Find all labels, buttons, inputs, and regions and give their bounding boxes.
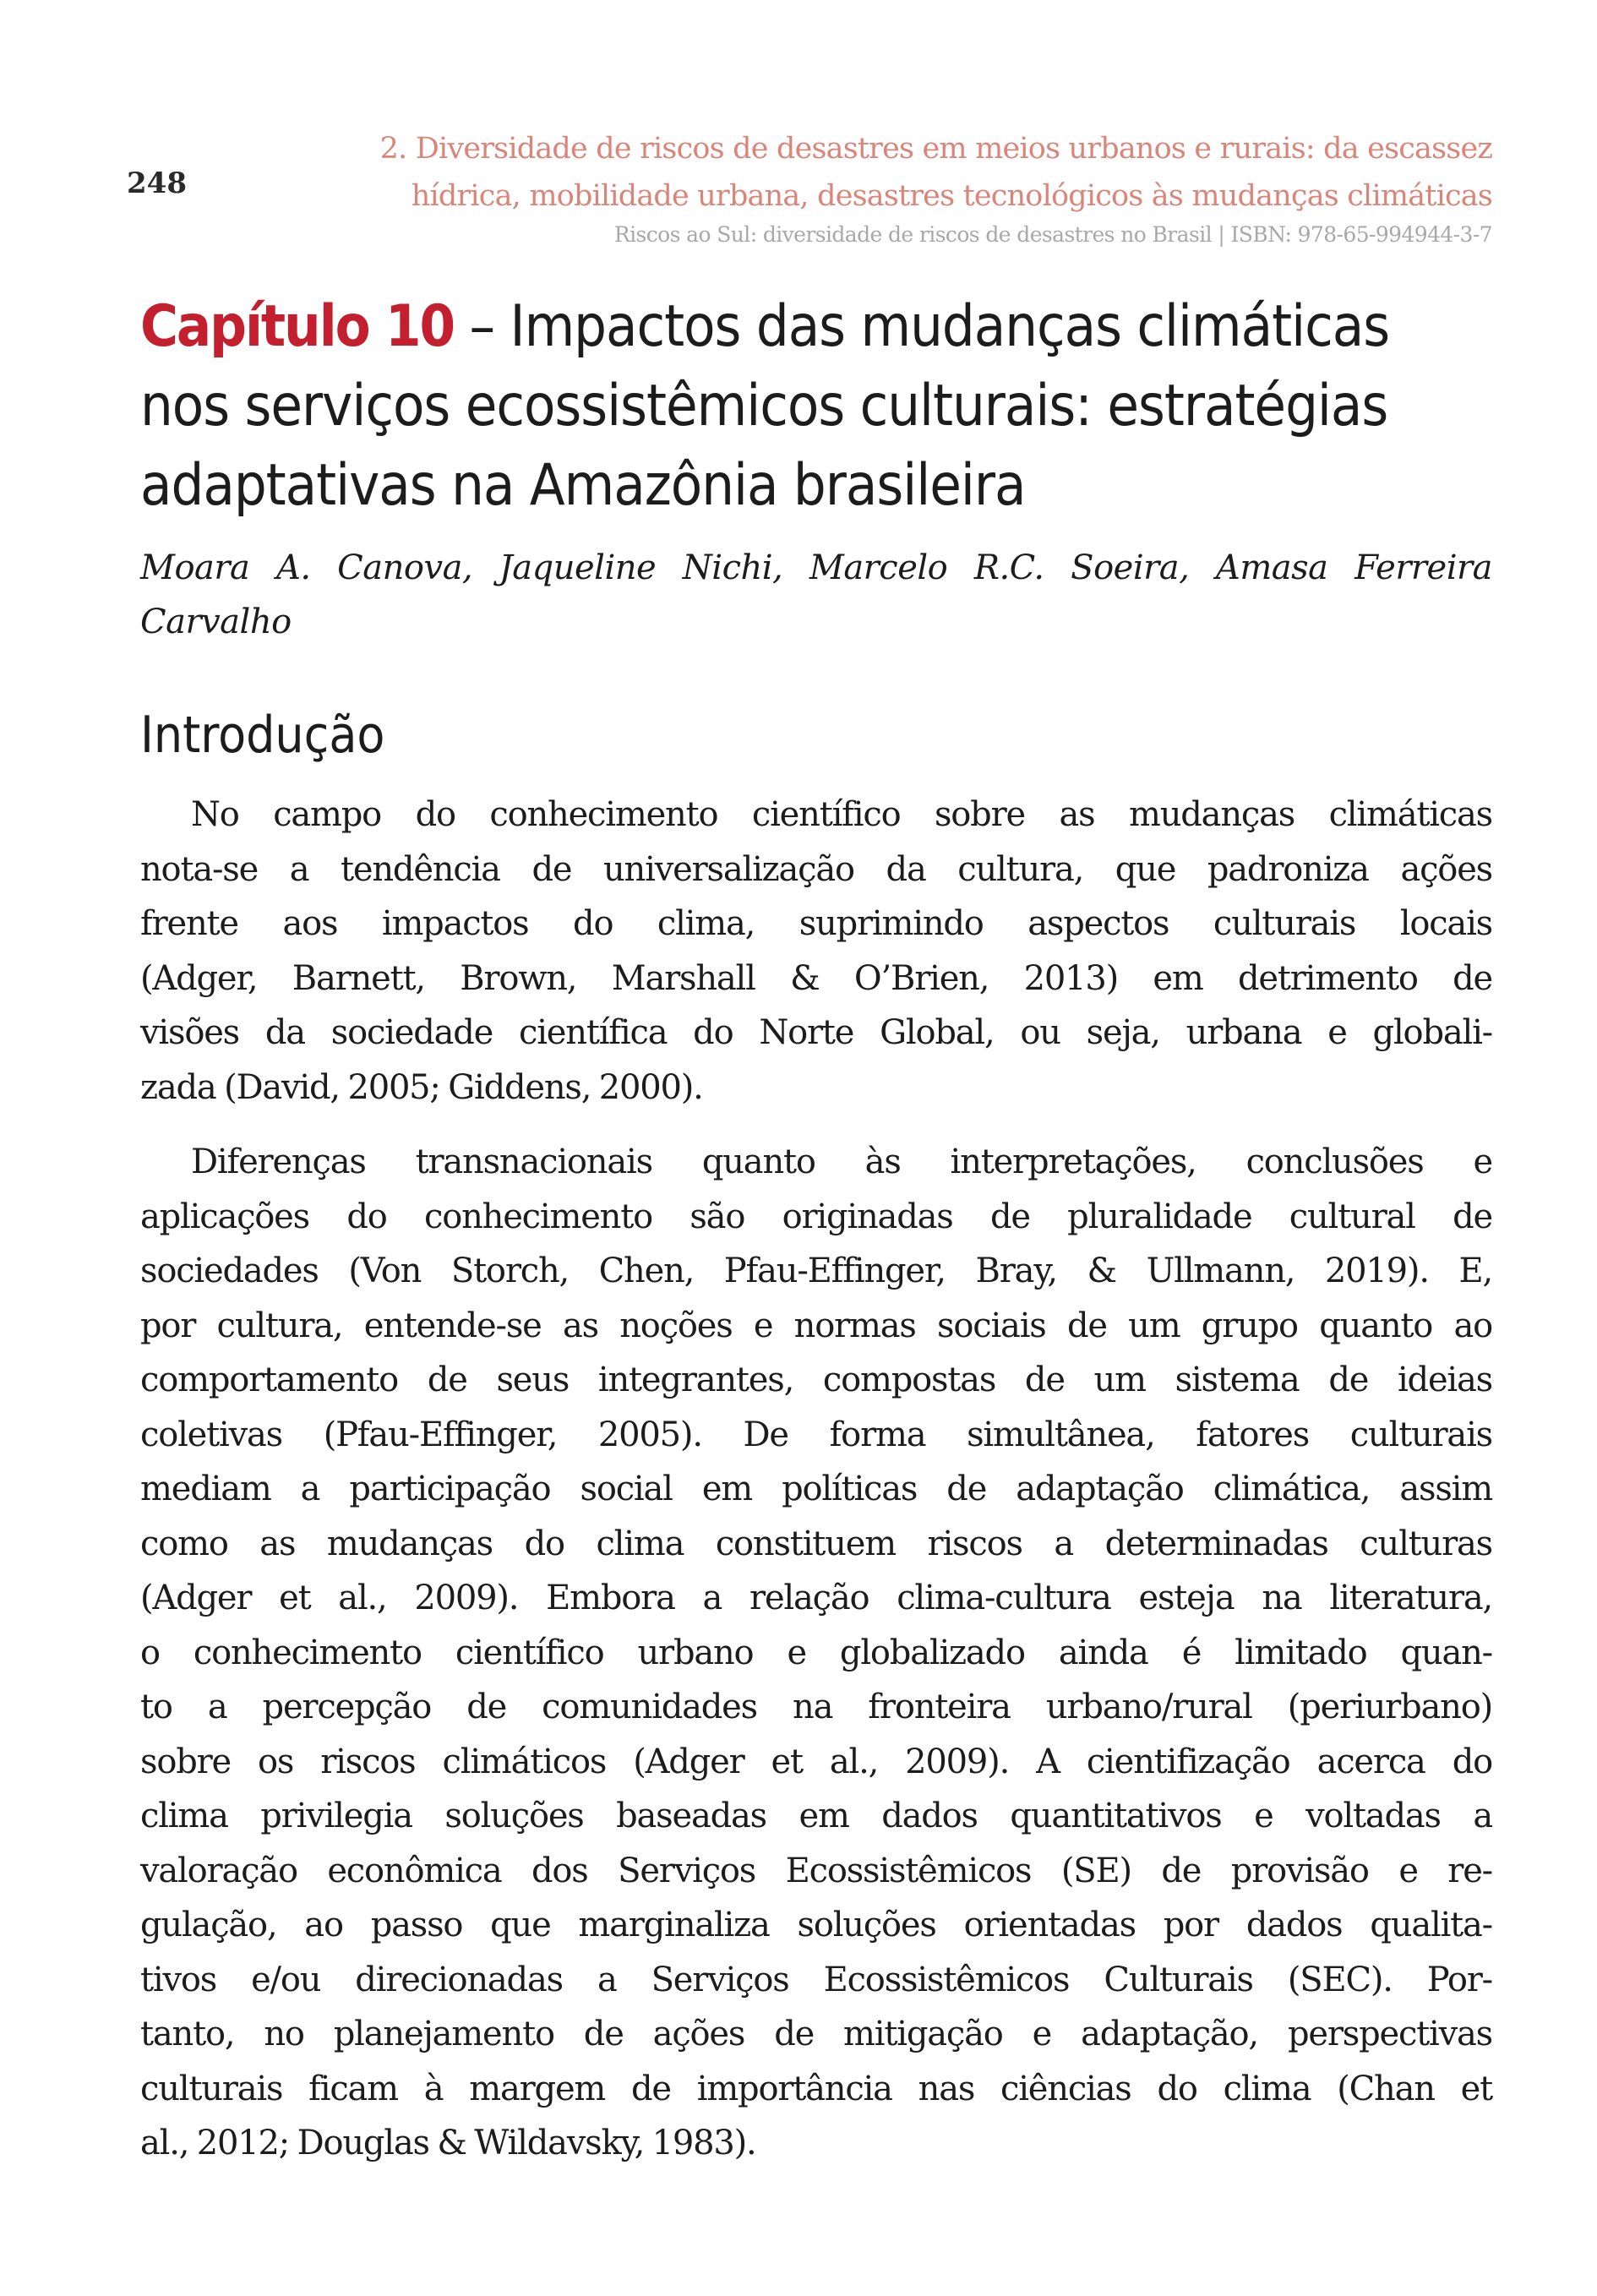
chapter-label: Capítulo 10 bbox=[140, 293, 455, 360]
chapter-title bbox=[140, 287, 1492, 526]
text-line: tanto, no planejamento de ações de mitigação e adaptação, perspectivas bbox=[140, 2015, 1492, 2053]
chapter-title-line bbox=[140, 287, 1492, 367]
text-line: aplicações do conhecimento são originadas de pluralidade cultural de bbox=[140, 1197, 1492, 1236]
running-section-title-line: 2. Diversidade de riscos de desastres em meios urbanos e rurais: da escassez bbox=[379, 132, 1492, 166]
chapter-title-line: adaptativas na Amazônia brasileira bbox=[140, 452, 1026, 519]
text-line: Diferenças transnacionais quanto às interpretações, conclusões e bbox=[191, 1143, 1492, 1181]
paragraph bbox=[140, 788, 1492, 1115]
running-section-title bbox=[220, 125, 1492, 220]
text-line: valoração econômica dos Serviços Ecossistêmicos (SE) de provisão e re- bbox=[140, 1851, 1492, 1890]
chapter-authors bbox=[140, 541, 1492, 649]
text-line: mediam a participação social em políticas de adaptação climática, assim bbox=[140, 1470, 1492, 1508]
text-line: como as mudanças do clima constituem riscos a determinadas culturas bbox=[140, 1524, 1492, 1563]
text-line: sobre os riscos climáticos (Adger et al., 2009). A cientifização acerca do bbox=[140, 1742, 1492, 1781]
text-line: nota-se a tendência de universalização da cultura, que padroniza ações bbox=[140, 849, 1492, 889]
text-line: to a percepção de comunidades na fronteira urbano/rural (periurbano) bbox=[140, 1688, 1492, 1726]
text-line: por cultura, entende-se as noções e normas sociais de um grupo quanto ao bbox=[140, 1306, 1492, 1345]
running-section-title-line: hídrica, mobilidade urbana, desastres tecnológicos às mudanças climáticas bbox=[411, 179, 1492, 213]
text-line: o conhecimento científico urbano e globalizado ainda é limitado quan- bbox=[140, 1633, 1492, 1672]
text-line: culturais ficam à margem de importância nas ciências do clima (Chan et bbox=[140, 2069, 1492, 2108]
text-line: gulação, ao passo que marginaliza soluções orientadas por dados qualita- bbox=[140, 1906, 1492, 1944]
section-heading: Introdução bbox=[140, 706, 385, 765]
text-line: visões da sociedade científica do Norte Global, ou seja, urbana e globali- bbox=[140, 1013, 1492, 1052]
text-line: zada (David, 2005; Giddens, 2000). bbox=[140, 1067, 703, 1107]
chapter-title-line: nos serviços ecossistêmicos culturais: estratégias bbox=[140, 373, 1388, 439]
chapter-title-text: – Impactos das mudanças climáticas bbox=[454, 293, 1390, 360]
text-line: coletivas (Pfau-Effinger, 2005). De forma simultânea, fatores culturais bbox=[140, 1415, 1492, 1454]
text-line: (Adger et al., 2009). Embora a relação clima-cultura esteja na literatura, bbox=[140, 1579, 1492, 1617]
text-line: sociedades (Von Storch, Chen, Pfau-Effinger, Bray, & Ullmann, 2019). E, bbox=[140, 1252, 1492, 1290]
authors-line: Carvalho bbox=[140, 603, 292, 641]
text-line: frente aos impactos do clima, suprimindo aspectos culturais locais bbox=[140, 904, 1492, 943]
text-line: No campo do conhecimento científico sobre as mudanças climáticas bbox=[191, 795, 1492, 834]
page-number: 248 bbox=[127, 166, 187, 200]
page-header bbox=[127, 125, 1492, 250]
book-reference: Riscos ao Sul: diversidade de riscos de desastres no Brasil | ISBN: 978-65-994944-3-7 bbox=[613, 222, 1492, 247]
text-line: clima privilegia soluções baseadas em dados quantitativos e voltadas a bbox=[140, 1797, 1492, 1835]
body-text bbox=[140, 788, 1492, 2191]
text-line: tivos e/ou direcionadas a Serviços Ecossistêmicos Culturais (SEC). Por- bbox=[140, 1960, 1492, 1999]
paragraph bbox=[140, 1135, 1492, 2171]
text-line: (Adger, Barnett, Brown, Marshall & O’Brien, 2013) em detrimento de bbox=[140, 958, 1492, 998]
text-line: al., 2012; Douglas & Wildavsky, 1983). bbox=[140, 2124, 756, 2162]
text-line: comportamento de seus integrantes, compostas de um sistema de ideias bbox=[140, 1361, 1492, 1399]
authors-line: Moara A. Canova, Jaqueline Nichi, Marcelo R.C. Soeira, Amasa Ferreira bbox=[140, 548, 1492, 587]
